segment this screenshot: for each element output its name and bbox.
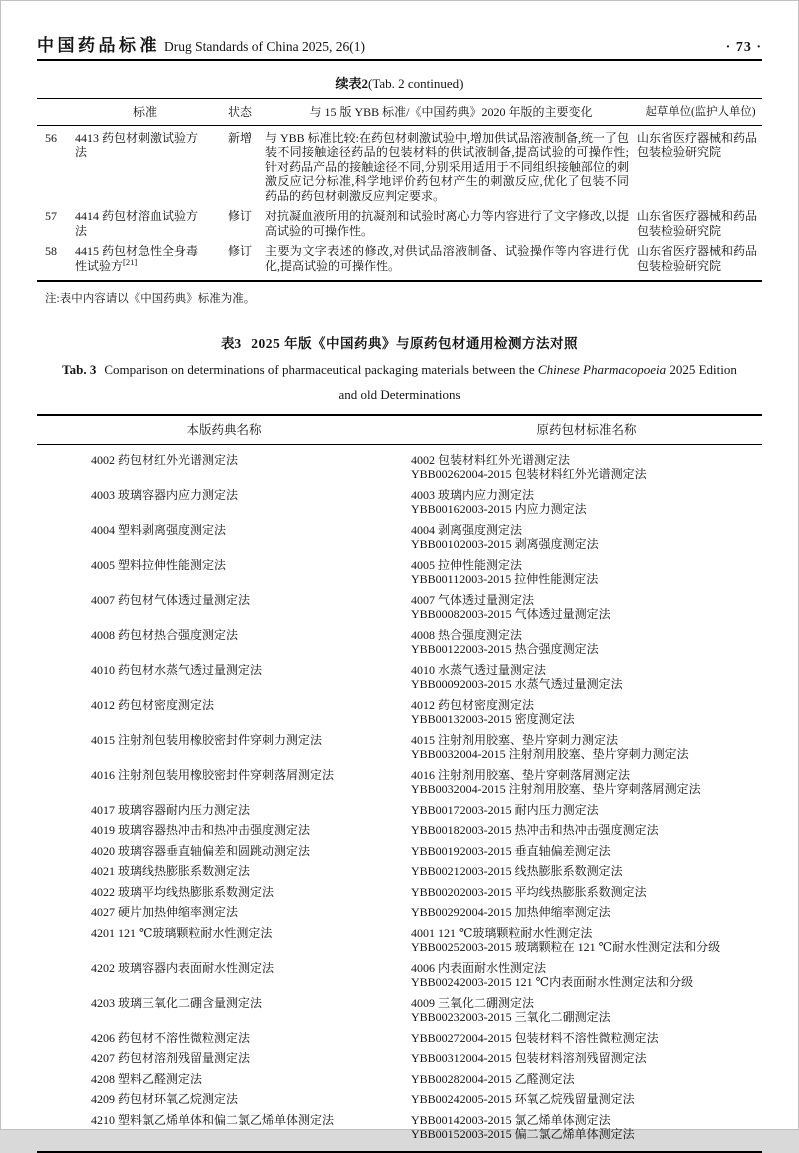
table-row [37,1048,762,1069]
old-standard-line: 4007 气体透过量测定法 [411,592,535,607]
old-standard-line: 4001 121 ℃玻璃颗粒耐水性测定法 [411,925,593,940]
old-standard-line: YBB00282004-2015 乙醛测定法 [411,1071,575,1086]
old-standard-line: YBB00132003-2015 密度测定法 [411,712,575,726]
old-standard-cell [411,996,762,1025]
old-standard-line: YBB00232003-2015 三氧化二硼测定法 [411,1010,611,1024]
old-standard-line: YBB00242005-2015 环氧乙烷残留量测定法 [411,1092,635,1106]
old-standard-cell [411,488,762,517]
new-standard-cell: 4007 药包材气体透过量测定法 [91,592,251,607]
new-standard-cell: 4017 玻璃容器耐内压力测定法 [91,802,251,817]
new-standard-cell: 4202 玻璃容器内表面耐水性测定法 [91,960,275,975]
old-standard-line: YBB00092003-2015 水蒸气透过量测定法 [411,677,623,691]
old-standard-cell [411,803,762,818]
status-cell: 修订 [227,244,252,258]
new-standard-cell: 4002 药包材红外光谱测定法 [91,452,239,467]
table2-caption-en: (Tab. 2 continued) [368,76,464,91]
new-standard-cell: 4201 121 ℃玻璃颗粒耐水性测定法 [91,925,273,940]
status-cell: 修订 [227,209,252,223]
table-row [37,841,762,862]
status-cell: 新增 [227,130,252,145]
standard-name: 4414 药包材溶血试验方法 [75,209,199,238]
column-header-standard: 标准 [132,105,157,119]
row-number: 56 [45,130,57,145]
standard-cell [75,131,215,204]
table-row [37,590,762,625]
new-standard-cell: 4020 玻璃容器垂直轴偏差和圆跳动测定法 [91,843,311,858]
table-row [37,730,762,765]
row-number: 57 [45,209,57,223]
table3-caption-en-line2: and old Determinations [338,387,461,402]
table3-header-row [37,416,762,445]
org-cell: 山东省医疗器械和药品包装检验研究院 [637,130,758,159]
old-standard-line: 4008 热合强度测定法 [411,627,523,642]
new-standard-cell: 4210 塑料氯乙烯单体和偏二氯乙烯单体测定法 [91,1112,335,1127]
table3-caption-cn-number: 表3 [220,336,242,351]
reference-superscript: [21] [123,256,138,267]
table3-caption-cn-text: 2025 年版《中国药典》与原药包材通用检测方法对照 [251,336,579,351]
old-standard-cell [411,1092,762,1107]
table-row [37,131,762,204]
table-row [37,882,762,903]
old-standard-line: 4006 内表面耐水性测定法 [411,960,547,975]
table-row [37,820,762,841]
old-standard-line: 4015 注射剂用胶塞、垫片穿刺力测定法 [411,732,619,747]
table-row [37,958,762,993]
standard-cell [75,209,215,238]
new-standard-cell: 4209 药包材环氧乙烷测定法 [91,1092,239,1106]
table3-caption-en-post: 2025 Edition [666,362,737,377]
old-standard-line: YBB00112003-2015 拉伸性能测定法 [411,572,599,586]
table-row [37,1110,762,1145]
table-row [37,861,762,882]
old-standard-line: YBB00202003-2015 平均线热膨胀系数测定法 [411,884,647,899]
new-standard-cell: 4203 玻璃三氧化二硼含量测定法 [91,995,263,1010]
table3-caption-en-line1 [1,362,798,378]
table-row [37,520,762,555]
old-standard-line: 4002 包装材料红外光谱测定法 [411,452,571,467]
journal-title-cn: 中国药品标准 [37,36,160,55]
new-standard-cell: 4005 塑料拉伸性能测定法 [91,557,227,572]
old-standard-cell [411,1072,762,1087]
old-standard-line: YBB00102003-2015 剥离强度测定法 [411,537,599,551]
old-standard-cell [411,593,762,622]
new-standard-cell: 4008 药包材热合强度测定法 [91,627,239,642]
old-standard-cell [411,823,762,838]
standard-cell [75,244,215,273]
new-standard-cell: 4019 玻璃容器热冲击和热冲击强度测定法 [91,823,311,837]
new-standard-cell: 4206 药包材不溶性微粒测定法 [91,1030,251,1045]
old-standard-line: YBB00082003-2015 气体透过量测定法 [411,607,611,621]
table-row [37,555,762,590]
old-standard-line: YBB00272004-2015 包装材料不溶性微粒测定法 [411,1030,659,1045]
standard-name: 4413 药包材刺激试验方法 [75,130,199,159]
table3-caption-cn [1,332,798,352]
old-standard-cell [411,453,762,482]
table3-comparison [37,414,762,1153]
old-standard-cell [411,961,762,990]
table-row [37,625,762,660]
page-number: · 73 · [725,40,762,55]
table2-continued [37,98,762,282]
column-header-new-name: 本版药典名称 [186,423,262,437]
changes-cell: 与 YBB 标准比较:在药包材刺激试验中,增加供试品溶液制备,统一了包装不同接触途径药品的包装材料的供试液制备,提高试验的可操作性;针对药品产品的接触途径不同,分别采用适用于不同组织接触部位的刺激反应记分标准,科学地评价药包材产生的刺激反应,优化了包装不同药品的药包材刺激反应判定要求。 [265,130,630,203]
table-row [37,902,762,923]
table3-body [37,445,762,1151]
new-standard-cell: 4022 玻璃平均线热膨胀系数测定法 [91,884,275,899]
old-standard-line: 4003 玻璃内应力测定法 [411,487,535,502]
old-standard-line: 4016 注射剂用胶塞、垫片穿刺落屑测定法 [411,767,631,782]
table-row [37,923,762,958]
old-standard-line: YBB0032004-2015 注射剂用胶塞、垫片穿刺落屑测定法 [411,782,701,796]
column-header-status: 状态 [227,105,252,119]
table2-note: 注:表中内容请以《中国药典》标准为准。 [45,293,256,305]
new-standard-cell: 4010 药包材水蒸气透过量测定法 [91,662,263,677]
org-cell: 山东省医疗器械和药品包装检验研究院 [637,244,758,273]
old-standard-line: 4005 拉伸性能测定法 [411,557,523,572]
standard-name: 4415 药包材急性全身毒性试验方 [75,244,199,273]
table-row [37,800,762,821]
old-standard-line: YBB00242003-2015 121 ℃内表面耐水性测定法和分级 [411,975,694,989]
old-standard-line: YBB00212003-2015 线热膨胀系数测定法 [411,864,623,878]
old-standard-cell [411,558,762,587]
old-standard-line: YBB00162003-2015 内应力测定法 [411,502,587,516]
column-header-old-name: 原药包材标准名称 [536,423,637,437]
old-standard-cell [411,1031,762,1046]
old-standard-cell [411,733,762,762]
old-standard-cell [411,864,762,879]
table-row [37,765,762,800]
table-row [37,244,762,273]
old-standard-cell [411,523,762,552]
new-standard-cell: 4012 药包材密度测定法 [91,697,215,712]
old-standard-line: 4004 剥离强度测定法 [411,522,523,537]
changes-cell: 主要为文字表述的修改,对供试品溶液制备、试验操作等内容进行优化,提高试验的可操作性。 [265,244,629,273]
old-standard-cell [411,663,762,692]
column-header-org: 起草单位(监护人单位) [645,106,756,118]
old-standard-cell [411,1113,762,1142]
table-row [37,209,762,238]
column-header-empty [37,105,75,120]
row-number: 58 [45,244,57,258]
old-standard-cell [411,885,762,900]
old-standard-line: YBB00262004-2015 包装材料红外光谱测定法 [411,467,647,481]
old-standard-line: YBB0032004-2015 注射剂用胶塞、垫片穿刺力测定法 [411,747,689,761]
old-standard-cell [411,926,762,955]
old-standard-line: YBB00312004-2015 包装材料溶剂残留测定法 [411,1051,647,1065]
new-standard-cell: 4016 注射剂包装用橡胶密封件穿刺落屑测定法 [91,767,335,782]
table2-caption-cn: 续表2 [335,76,369,91]
table2-body [37,126,762,281]
table-row [37,993,762,1028]
new-standard-cell: 4021 玻璃线热膨胀系数测定法 [91,864,251,878]
old-standard-cell [411,844,762,859]
new-standard-cell: 4003 玻璃容器内应力测定法 [91,487,239,502]
table-row [37,450,762,485]
new-standard-cell: 4004 塑料剥离强度测定法 [91,522,227,537]
old-standard-cell [411,628,762,657]
old-standard-line: YBB00182003-2015 热冲击和热冲击强度测定法 [411,823,659,837]
column-header-changes: 与 15 版 YBB 标准/《中国药典》2020 年版的主要变化 [309,105,593,119]
old-standard-line: 4009 三氧化二硼测定法 [411,995,535,1010]
old-standard-cell [411,768,762,797]
changes-cell: 对抗凝血液所用的抗凝剂和试验时离心力等内容进行了文字修改,以提高试验的可操作性。 [265,209,629,238]
org-cell: 山东省医疗器械和药品包装检验研究院 [637,209,758,238]
table-row [37,695,762,730]
table-row [37,485,762,520]
old-standard-line: YBB00192003-2015 垂直轴偏差测定法 [411,843,611,858]
new-standard-cell: 4015 注射剂包装用橡胶密封件穿刺力测定法 [91,732,323,747]
old-standard-cell [411,905,762,920]
old-standard-cell [411,698,762,727]
table3-caption-en-italic: Chinese Pharmacopoeia [537,362,667,377]
table2-header-row [37,99,762,126]
old-standard-line: YBB00142003-2015 氯乙烯单体测定法 [411,1112,611,1127]
table-row [37,1028,762,1049]
new-standard-cell: 4207 药包材溶剂残留量测定法 [91,1051,251,1065]
table-row [37,1069,762,1090]
table-row [37,1089,762,1110]
old-standard-line: YBB00152003-2015 偏二氯乙烯单体测定法 [411,1127,635,1141]
table-row [37,660,762,695]
new-standard-cell: 4208 塑料乙醛测定法 [91,1071,203,1086]
old-standard-line: YBB00172003-2015 耐内压力测定法 [411,802,599,817]
old-standard-line: YBB00122003-2015 热合强度测定法 [411,642,599,656]
old-standard-line: YBB00252003-2015 玻璃颗粒在 121 ℃耐水性测定法和分级 [411,940,721,954]
old-standard-cell [411,1051,762,1066]
old-standard-line: 4012 药包材密度测定法 [411,697,535,712]
table3-caption-en-number: Tab. 3 [62,362,97,377]
table3-caption-en-pre: Comparison on determinations of pharmaceutical packaging materials between the [104,362,538,377]
table2-caption [1,73,798,92]
new-standard-cell: 4027 硬片加热伸缩率测定法 [91,905,239,919]
journal-header [37,31,762,61]
old-standard-line: 4010 水蒸气透过量测定法 [411,662,547,677]
old-standard-line: YBB00292004-2015 加热伸缩率测定法 [411,905,611,919]
journal-title-en: Drug Standards of China 2025, 26(1) [164,39,365,54]
